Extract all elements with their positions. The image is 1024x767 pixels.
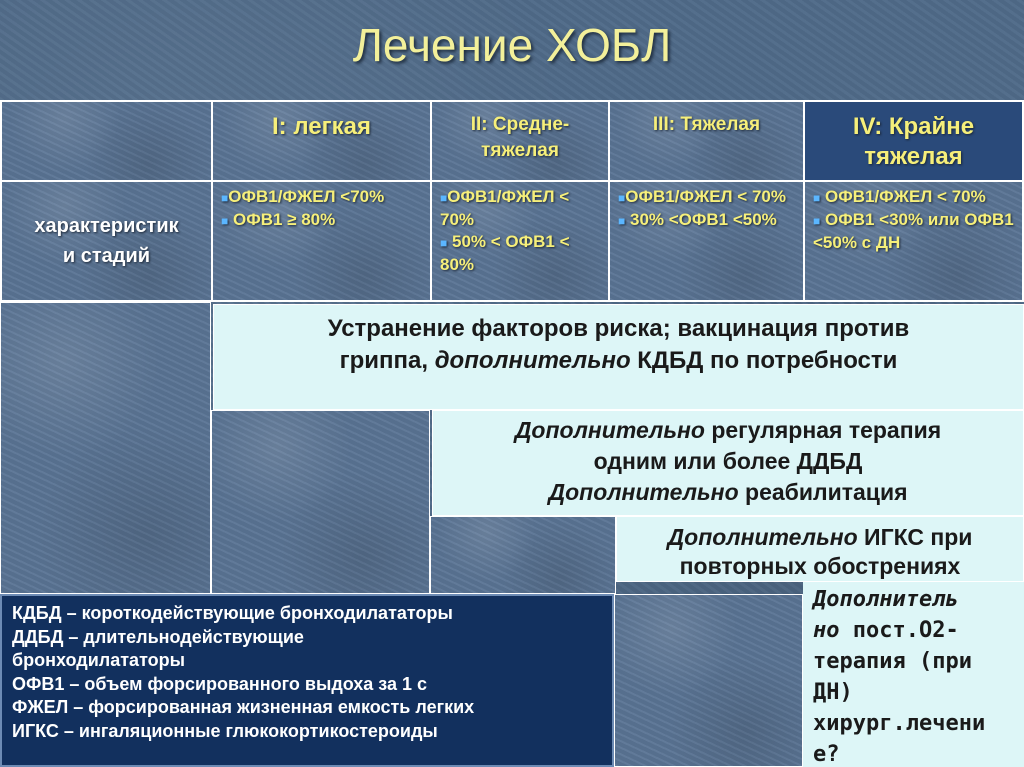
treatment-step-2-line3: Дополнительно реабилитация (548, 479, 908, 505)
treatment-step-2 (432, 410, 1024, 516)
corner-cell (0, 100, 213, 182)
abbreviation-item: бронходилататоры (12, 650, 186, 670)
abbreviation-item: КДБД – короткодействующие бронходилататоры (12, 603, 453, 623)
criterion-text: ОФВ1 <30% или ОФВ1 <50% с ДН (813, 210, 1014, 252)
treatment-step-4 (803, 582, 1024, 767)
texture-block (614, 594, 803, 767)
texture-block (0, 302, 211, 594)
abbreviation-item: ИГКС – ингаляционные глюкокортикостероиды (12, 720, 438, 741)
treatment-step-4-line4: ДН) (813, 680, 853, 705)
treatment-step-2-line2: одним или более ДДБД (593, 448, 863, 474)
treatment-step-4-line2: но пост.О2- (813, 618, 959, 643)
stage-header-3 (608, 100, 805, 182)
stage-criteria-3 (608, 180, 805, 302)
stage-criteria-1 (211, 180, 432, 302)
bullet-icon: ■ (440, 236, 448, 250)
criterion-text: 30% <ОФВ1 <50% (629, 210, 777, 229)
treatment-step-3 (616, 516, 1024, 582)
bullet-icon: ■ (440, 191, 448, 205)
bullet-icon: ■ (813, 214, 821, 228)
criterion-text: ОФВ1/ФЖЕЛ < 70% (625, 187, 786, 206)
treatment-step-3-line1: Дополнительно ИГКС при (667, 524, 973, 550)
treatment-step-4-line6: е? (813, 742, 840, 767)
stage-header-4-label: IV: Крайне тяжелая (852, 113, 975, 170)
bullet-icon: ■ (618, 191, 626, 205)
stage-header-1 (211, 100, 432, 182)
criterion-text: 50% < ОФВ1 < 80% (440, 232, 570, 274)
bullet-icon: ■ (221, 214, 229, 228)
texture-block (430, 516, 616, 594)
texture-block (211, 410, 430, 594)
stage-header-2 (430, 100, 610, 182)
abbreviations-legend (0, 594, 614, 767)
stage-header-3-label: III: Тяжелая (652, 114, 761, 135)
treatment-step-1-line2: гриппа, дополнительно КДБД по потребности (339, 347, 898, 374)
criterion-text: ОФВ1/ФЖЕЛ < 70% (824, 187, 986, 206)
criterion-text: ОФВ1/ФЖЕЛ <70% (228, 187, 385, 206)
treatment-step-4-line3: терапия (при (813, 649, 972, 674)
bullet-icon: ■ (221, 191, 229, 205)
treatment-step-4-line5: хирург.лечени (813, 711, 986, 736)
page-title: Лечение ХОБЛ (352, 19, 672, 71)
criterion-text: ОФВ1 ≥ 80% (232, 210, 336, 229)
row-label-characteristics: характеристик и стадий (0, 180, 213, 302)
bullet-icon: ■ (813, 191, 821, 205)
stage-header-1-label: I: легкая (272, 113, 371, 140)
stage-header-2-label: II: Средне- тяжелая (470, 114, 570, 161)
abbreviation-item: ФЖЕЛ – форсированная жизненная емкость легких (12, 697, 475, 717)
bullet-icon: ■ (618, 214, 626, 228)
treatment-step-2-line1: Дополнительно регулярная терапия (514, 417, 942, 443)
stage-criteria-4 (803, 180, 1024, 302)
treatment-step-1 (213, 304, 1024, 410)
treatment-step-3-line2: повторных обострениях (679, 553, 961, 579)
stage-header-4 (803, 100, 1024, 182)
abbreviation-item: ОФВ1 – объем форсированного выдоха за 1 с (12, 673, 428, 694)
abbreviation-item: ДДБД – длительнодействующие (12, 626, 304, 647)
stage-criteria-2 (430, 180, 610, 302)
criterion-text: ОФВ1/ФЖЕЛ < 70% (440, 187, 570, 229)
treatment-step-1-line1: Устранение факторов риска; вакцинация против (327, 315, 910, 342)
treatment-step-4-line1: Дополнитель (813, 587, 959, 612)
